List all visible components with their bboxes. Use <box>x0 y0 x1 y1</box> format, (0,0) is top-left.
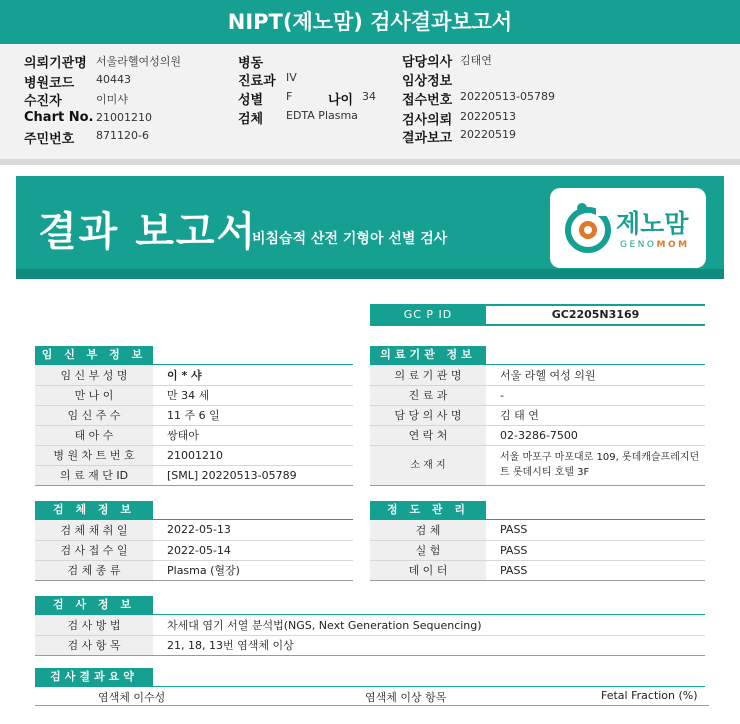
table-row: 임 신 부 성 명 이 * 샤 <box>35 365 353 385</box>
institution-info-table <box>370 365 705 486</box>
table-row: 연 락 처 02-3286-7500 <box>370 425 705 445</box>
summary-col-aneuploidy: 염색체 이수성 <box>98 691 166 704</box>
table-row: 검 체 종 류 Plasma (혈장) <box>35 560 353 580</box>
gcpid-box <box>370 304 705 326</box>
info-report-date: 결과보고 20220519 <box>402 128 516 146</box>
summary-col-fetal-fraction: Fetal Fraction (%) <box>601 689 698 702</box>
table-row: 태 아 수 쌍태아 <box>35 425 353 445</box>
table-row: 데 이 터 PASS <box>370 560 705 580</box>
info-receipt-no: 접수번호 20220513-05789 <box>402 90 555 108</box>
pregnant-info-table <box>35 365 353 486</box>
table-row: 검 체 채 취 일 2022-05-13 <box>35 520 353 540</box>
section-qc-title: 정 도 관 리 <box>370 501 486 519</box>
genomom-logo-icon <box>562 202 614 254</box>
table-row: 검 사 방 법 차세대 염기 서열 분석법(NGS, Next Generation Sequencing) <box>35 615 705 635</box>
table-row: 만 나 이 만 34 세 <box>35 385 353 405</box>
section-pregnant-title: 임 신 부 정 보 <box>35 346 153 364</box>
info-patient-name: 수진자 이미샤 <box>24 93 128 109</box>
report-title: 결과 보고서 <box>38 209 258 255</box>
table-row: 소 재 지 서울 마포구 마포대로 109, 롯데캐슬프레지던트 롯데시티 호텔 3F <box>370 445 705 485</box>
table-row: 병 원 차 트 번 호 21001210 <box>35 445 353 465</box>
patient-info-panel <box>0 44 740 160</box>
report-banner <box>16 176 724 279</box>
test-info-table <box>35 615 705 656</box>
table-row: 실 험 PASS <box>370 540 705 560</box>
section-specimen-title: 검 체 정 보 <box>35 501 153 519</box>
info-specimen: 검체 EDTA Plasma <box>238 109 358 127</box>
report-subtitle: 비침습적 산전 기형아 선별 검사 <box>252 231 448 247</box>
info-ward: 병동 <box>238 56 264 71</box>
info-hospital-code: 병원코드 40443 <box>24 73 131 91</box>
info-clinical: 임상정보 <box>402 74 453 89</box>
specimen-info-table <box>35 520 353 581</box>
info-chart-no: Chart No. 21001210 <box>24 110 152 125</box>
table-row: 의 료 기 관 명 서울 라헬 여성 의원 <box>370 365 705 385</box>
section-test-title: 검 사 정 보 <box>35 596 153 614</box>
table-row: 임 신 주 수 11 주 6 일 <box>35 405 353 425</box>
info-doctor: 담당의사 김태연 <box>402 54 492 70</box>
info-request-date: 검사의뢰 20220513 <box>402 110 516 128</box>
qc-table <box>370 520 705 581</box>
info-sex: 성별 F <box>238 90 293 108</box>
info-age: 나이 34 <box>328 90 376 108</box>
table-row: 검 체 PASS <box>370 520 705 540</box>
panel-shadow <box>0 159 740 165</box>
section-summary-title: 검사결과요약 <box>35 668 153 686</box>
banner-edge <box>16 269 724 279</box>
logo-text: 제노맘 <box>616 209 689 238</box>
table-row: 검 사 항 목 21, 18, 13번 염색체 이상 <box>35 635 705 655</box>
table-row: 검 사 접 수 일 2022-05-14 <box>35 540 353 560</box>
info-department: 진료과 IV <box>238 71 297 89</box>
table-row: 진 료 과 - <box>370 385 705 405</box>
report-header-title: NIPT(제노맘) 검사결과보고서 <box>0 0 740 44</box>
table-row: 담 당 의 사 명 김 태 연 <box>370 405 705 425</box>
summary-header-row <box>35 686 709 706</box>
table-row: 의 료 재 단 ID [SML] 20220513-05789 <box>35 465 353 485</box>
info-resident-no: 주민번호 871120-6 <box>24 129 149 147</box>
gcpid-label: GC P ID <box>370 306 486 324</box>
section-institution-title: 의료기관 정보 <box>370 346 486 364</box>
logo-subtext: GENOMOM <box>620 240 690 250</box>
result-report <box>16 176 724 724</box>
gcpid-value: GC2205N3169 <box>551 308 640 321</box>
genomom-logo <box>550 188 706 268</box>
summary-col-items: 염색체 이상 항목 <box>365 691 447 704</box>
info-institution: 의뢰기관명 서울라헬여성의원 <box>24 55 182 71</box>
